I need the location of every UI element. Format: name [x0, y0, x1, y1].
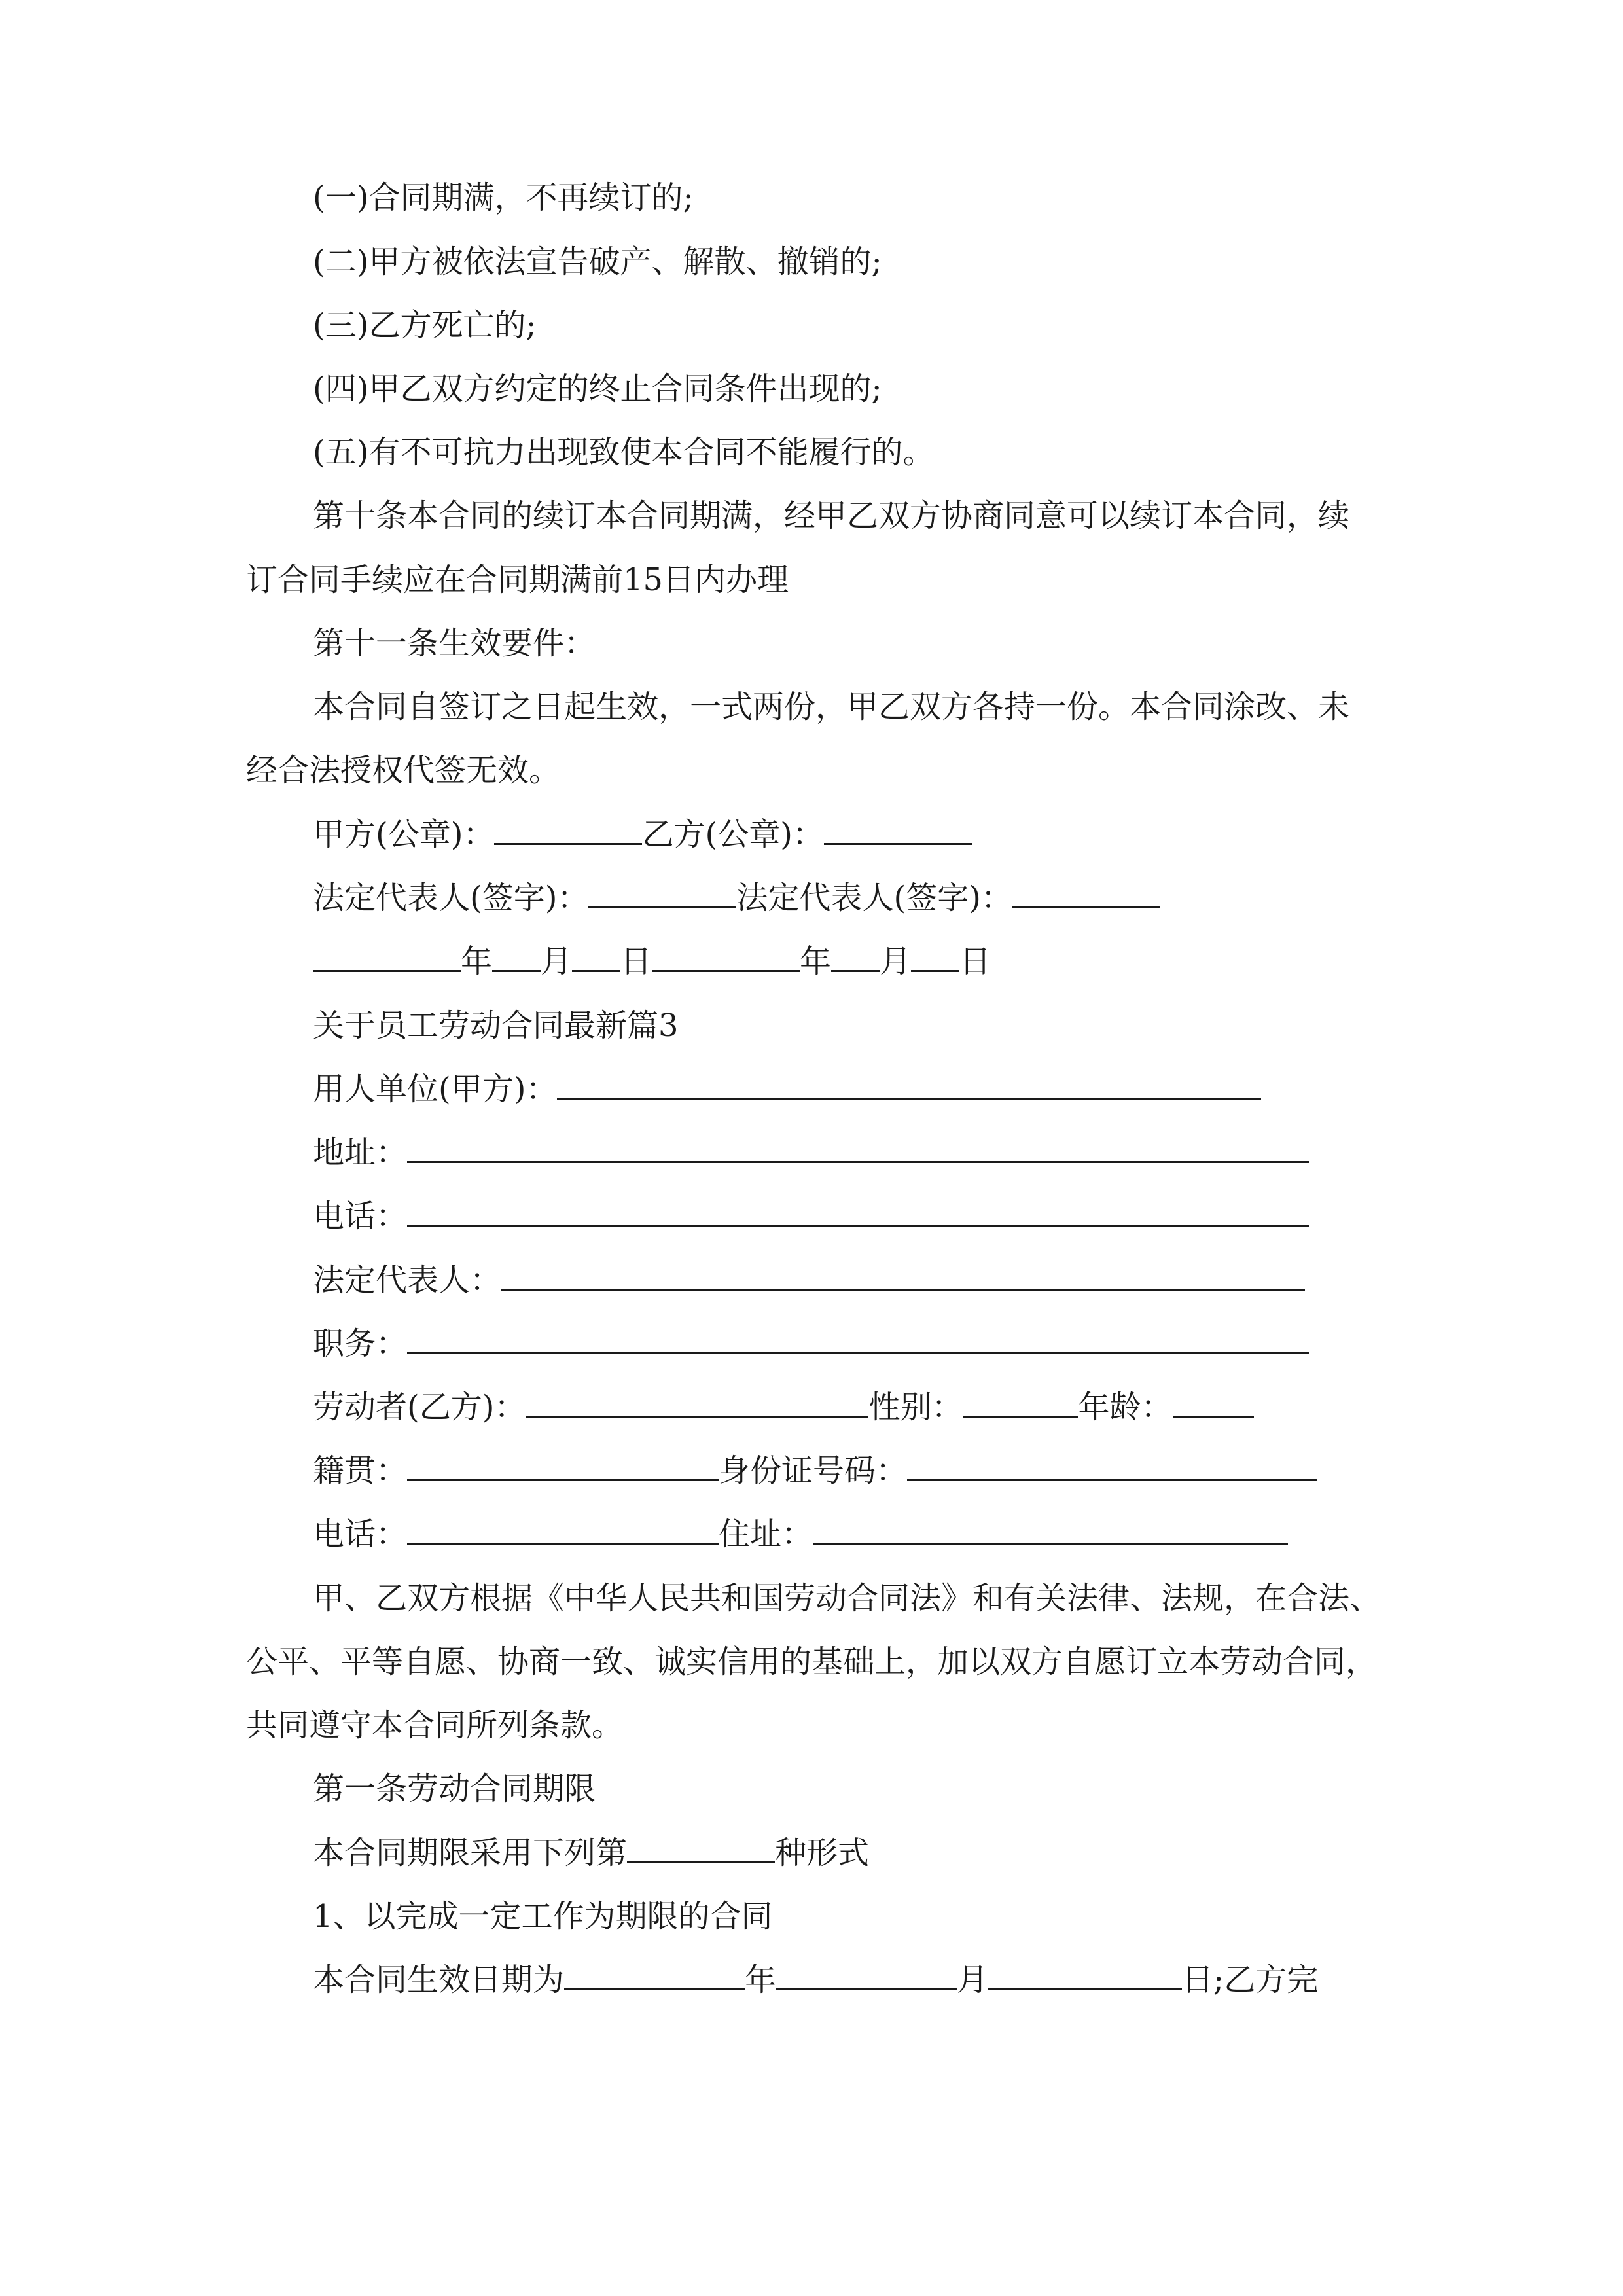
text-line: [313, 1375, 1254, 1439]
fill-in-blank: [813, 1502, 1288, 1545]
fill-in-blank: [407, 1184, 1309, 1227]
line-text: 住址：: [719, 1516, 813, 1552]
fill-in-blank: [407, 1312, 1309, 1354]
line-text: 法定代表人：: [313, 1262, 502, 1299]
line-text: 月: [541, 943, 573, 980]
text-line: 经合法授权代签无效。: [246, 752, 561, 789]
line-text: 电话：: [313, 1198, 408, 1234]
text-line: [313, 1948, 1318, 2012]
line-text: 电话：: [313, 1516, 408, 1552]
text-line: [313, 802, 972, 867]
fill-in-blank: [776, 1948, 957, 1990]
text-line: [313, 1121, 1309, 1185]
line-text: 日;乙方完: [1182, 1962, 1319, 1998]
text-line: 第十一条生效要件：: [313, 625, 596, 662]
text-line: 第十条本合同的续订本合同期满，经甲乙双方协商同意可以续订本合同，续: [313, 497, 1350, 534]
fill-in-blank: [831, 929, 880, 972]
fill-in-blank: [907, 1439, 1317, 1481]
line-text: 月: [957, 1962, 989, 1998]
fill-in-blank: [407, 1121, 1309, 1163]
fill-in-blank: [501, 1248, 1305, 1291]
line-text: 本合同期限采用下列第: [313, 1835, 628, 1871]
line-text: 年: [800, 943, 832, 980]
line-text: 日: [620, 943, 652, 980]
fill-in-blank: [492, 929, 541, 972]
fill-in-blank: [963, 1375, 1078, 1418]
line-text: 职务：: [313, 1325, 408, 1362]
fill-in-blank: [911, 929, 959, 972]
text-line: 共同遵守本合同所列条款。: [246, 1707, 624, 1744]
text-line: 本合同自签订之日起生效，一式两份，甲乙双方各持一份。本合同涂改、未: [313, 689, 1350, 725]
line-text: 种形式: [775, 1835, 870, 1871]
line-text: 日: [959, 943, 991, 980]
fill-in-blank: [988, 1948, 1182, 1990]
text-line: (二)甲方被依法宣告破产、解散、撤销的;: [313, 243, 882, 280]
fill-in-blank: [627, 1821, 775, 1863]
fill-in-blank: [494, 802, 642, 845]
line-text: 年: [745, 1962, 777, 1998]
fill-in-blank: [824, 802, 972, 845]
text-line: 1、以完成一定工作为期限的合同: [313, 1898, 773, 1935]
fill-in-blank: [652, 929, 800, 972]
text-line: [313, 1821, 869, 1885]
text-line: 公平、平等自愿、协商一致、诚实信用的基础上，加以双方自愿订立本劳动合同，: [246, 1643, 1378, 1680]
line-text: 法定代表人(签字)：: [736, 880, 1012, 916]
line-text: 乙方(公章)：: [642, 816, 824, 853]
text-line: (三)乙方死亡的;: [313, 307, 537, 344]
fill-in-blank: [557, 1057, 1261, 1100]
fill-in-blank: [407, 1439, 719, 1481]
text-line: [313, 1312, 1309, 1376]
line-text: 身份证号码：: [719, 1452, 908, 1489]
line-text: 年龄：: [1078, 1389, 1173, 1426]
text-line: (四)甲乙双方约定的终止合同条件出现的;: [313, 370, 882, 407]
text-line: [313, 1248, 1305, 1312]
text-line: 订合同手续应在合同期满前15日内办理: [246, 562, 789, 598]
fill-in-blank: [588, 866, 736, 908]
fill-in-blank: [1173, 1375, 1254, 1418]
fill-in-blank: [572, 929, 620, 972]
text-line: [313, 929, 991, 994]
line-text: 本合同生效日期为: [313, 1962, 565, 1998]
fill-in-blank: [564, 1948, 745, 1990]
text-line: [313, 866, 1160, 930]
line-text: 地址：: [313, 1134, 408, 1171]
text-line: (五)有不可抗力出现致使本合同不能履行的。: [313, 434, 935, 471]
fill-in-blank: [313, 929, 461, 972]
line-text: 劳动者(乙方)：: [313, 1389, 526, 1426]
line-text: 用人单位(甲方)：: [313, 1071, 558, 1107]
line-text: 甲方(公章)：: [313, 816, 495, 853]
line-text: 月: [880, 943, 912, 980]
text-line: [313, 1057, 1261, 1121]
text-line: [313, 1439, 1317, 1503]
fill-in-blank: [526, 1375, 868, 1418]
text-line: 甲、乙双方根据《中华人民共和国劳动合同法》和有关法律、法规，在合法、: [313, 1580, 1382, 1617]
fill-in-blank: [1012, 866, 1160, 908]
text-line: [313, 1502, 1288, 1566]
text-line: [313, 1184, 1309, 1248]
line-text: 年: [461, 943, 493, 980]
line-text: 性别：: [868, 1389, 963, 1426]
text-line: (一)合同期满，不再续订的;: [313, 179, 694, 216]
text-line: 第一条劳动合同期限: [313, 1770, 596, 1807]
line-text: 法定代表人(签字)：: [313, 880, 589, 916]
fill-in-blank: [407, 1502, 719, 1545]
text-line: 关于员工劳动合同最新篇3: [313, 1007, 679, 1044]
line-text: 籍贯：: [313, 1452, 408, 1489]
